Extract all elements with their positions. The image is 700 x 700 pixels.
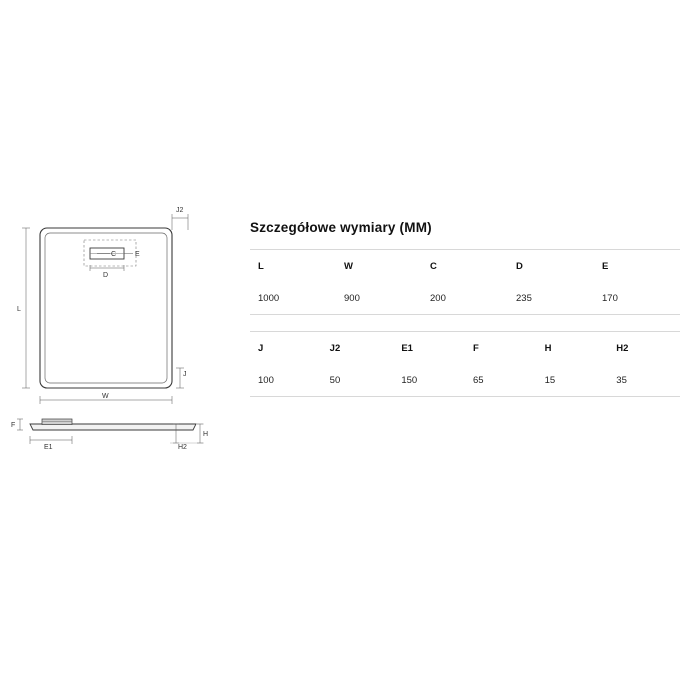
table-value-h: 15 <box>537 364 609 397</box>
drawing-label-j: J <box>183 371 187 378</box>
table-header-w: W <box>336 250 422 283</box>
table-value-f: 65 <box>465 364 537 397</box>
page-title: Szczegółowe wymiary (MM) <box>250 220 432 235</box>
dimensions-table-2 <box>250 331 680 397</box>
drawing-label-h2: H2 <box>178 444 187 451</box>
table-header-j: J <box>250 332 322 365</box>
table-header-j2: J2 <box>322 332 394 365</box>
technical-drawing <box>0 200 232 480</box>
drawing-label-f: F <box>11 422 16 429</box>
table-value-w: 900 <box>336 282 422 315</box>
drawing-label-e: E <box>135 251 140 258</box>
table-row-values-1 <box>250 282 680 315</box>
drawing-label-l: L <box>17 306 21 313</box>
table-header-d: D <box>508 250 594 283</box>
drawing-label-c: C <box>111 251 117 258</box>
table-row-headers-2 <box>250 332 680 365</box>
table-value-e: 170 <box>594 282 680 315</box>
drawing-label-d: D <box>103 272 109 279</box>
table-header-h: H <box>537 332 609 365</box>
table-spacer <box>250 315 680 331</box>
table-value-c: 200 <box>422 282 508 315</box>
drawing-label-j2: J2 <box>176 207 184 214</box>
drawing-label-e1: E1 <box>44 444 53 451</box>
shower-tray-drawing-svg <box>0 200 232 480</box>
table-header-e: E <box>594 250 680 283</box>
table-header-h2: H2 <box>608 332 680 365</box>
table-value-h2: 35 <box>608 364 680 397</box>
table-value-j: 100 <box>250 364 322 397</box>
table-header-l: L <box>250 250 336 283</box>
table-header-f: F <box>465 332 537 365</box>
table-header-e1: E1 <box>393 332 465 365</box>
table-row-headers-1 <box>250 250 680 283</box>
table-header-c: C <box>422 250 508 283</box>
drawing-label-h: H <box>203 431 209 438</box>
table-value-d: 235 <box>508 282 594 315</box>
table-value-l: 1000 <box>250 282 336 315</box>
drawing-label-w: W <box>102 393 109 400</box>
dimensions-table-1 <box>250 249 680 315</box>
table-row-values-2 <box>250 364 680 397</box>
specification-panel <box>250 220 680 397</box>
tray-section-profile <box>30 424 196 430</box>
table-value-e1: 150 <box>393 364 465 397</box>
table-value-j2: 50 <box>322 364 394 397</box>
